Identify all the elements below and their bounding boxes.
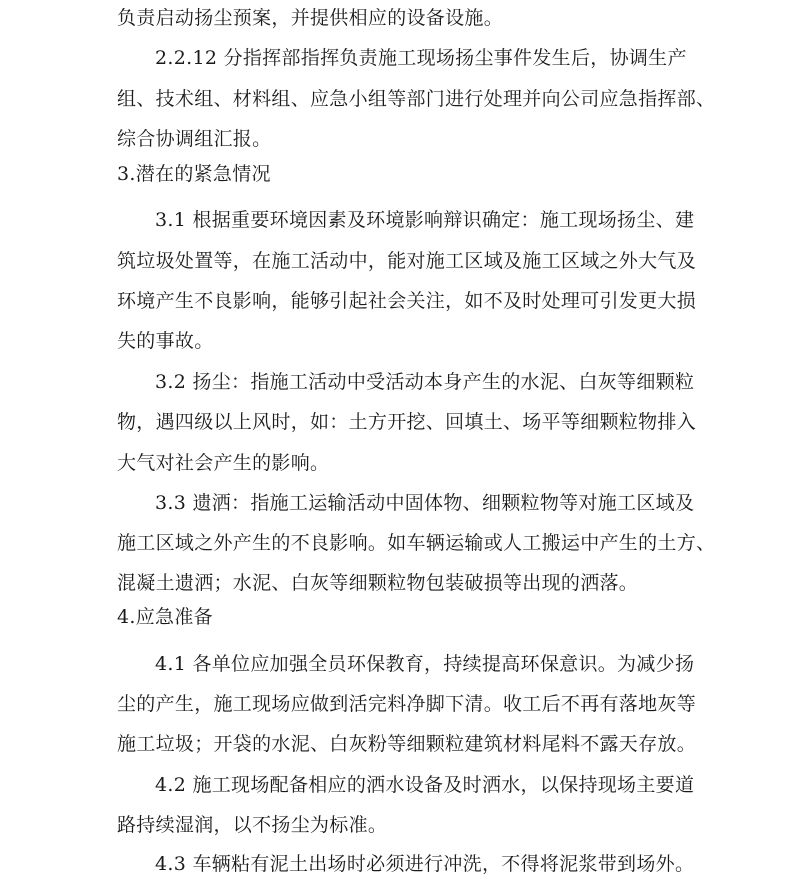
body-line: 施工区域之外产生的不良影响。如车辆运输或人工搬运中产生的土方、 bbox=[117, 532, 716, 554]
body-line: 大气对社会产生的影响。 bbox=[117, 452, 330, 474]
section-heading-4: 4.应急准备 bbox=[117, 606, 213, 628]
clause-4-3: 4.3 车辆粘有泥土出场时必须进行冲洗，不得将泥浆带到场外。 bbox=[155, 853, 695, 875]
body-line: 筑垃圾处置等，在施工活动中，能对施工区域及施工区域之外大气及 bbox=[117, 250, 697, 272]
clause-3-1: 3.1 根据重要环境因素及环境影响辩识确定：施工现场扬尘、建 bbox=[155, 209, 695, 231]
body-line: 施工垃圾；开袋的水泥、白灰粉等细颗粒建筑材料尾料不露天存放。 bbox=[117, 733, 697, 755]
body-line: 综合协调组汇报。 bbox=[117, 128, 272, 150]
body-line: 混凝土遗洒；水泥、白灰等细颗粒物包装破损等出现的洒落。 bbox=[117, 572, 639, 594]
body-line: 尘的产生，施工现场应做到活完料净脚下清。收工后不再有落地灰等 bbox=[117, 693, 697, 715]
clause-2-2-12: 2.2.12 分指挥部指挥负责施工现场扬尘事件发生后，协调生产 bbox=[155, 47, 687, 69]
clause-3-2: 3.2 扬尘：指施工活动中受活动本身产生的水泥、白灰等细颗粒 bbox=[155, 371, 695, 393]
clause-4-1: 4.1 各单位应加强全员环保教育，持续提高环保意识。为减少扬 bbox=[155, 653, 695, 675]
body-line: 路持续湿润，以不扬尘为标准。 bbox=[117, 814, 388, 836]
clause-4-2: 4.2 施工现场配备相应的洒水设备及时洒水，以保持现场主要道 bbox=[155, 774, 695, 796]
body-line: 物，遇四级以上风时，如：土方开挖、回填土、场平等细颗粒物排入 bbox=[117, 411, 697, 433]
body-line: 环境产生不良影响，能够引起社会关注，如不及时处理可引发更大损 bbox=[117, 290, 697, 312]
body-line: 负责启动扬尘预案，并提供相应的设备设施。 bbox=[117, 7, 504, 29]
clause-3-3: 3.3 遗洒：指施工运输活动中固体物、细颗粒物等对施工区域及 bbox=[155, 492, 695, 514]
body-line: 失的事故。 bbox=[117, 330, 214, 352]
body-line: 组、技术组、材料组、应急小组等部门进行处理并向公司应急指挥部、 bbox=[117, 88, 716, 110]
section-heading-3: 3.潜在的紧急情况 bbox=[117, 163, 271, 185]
